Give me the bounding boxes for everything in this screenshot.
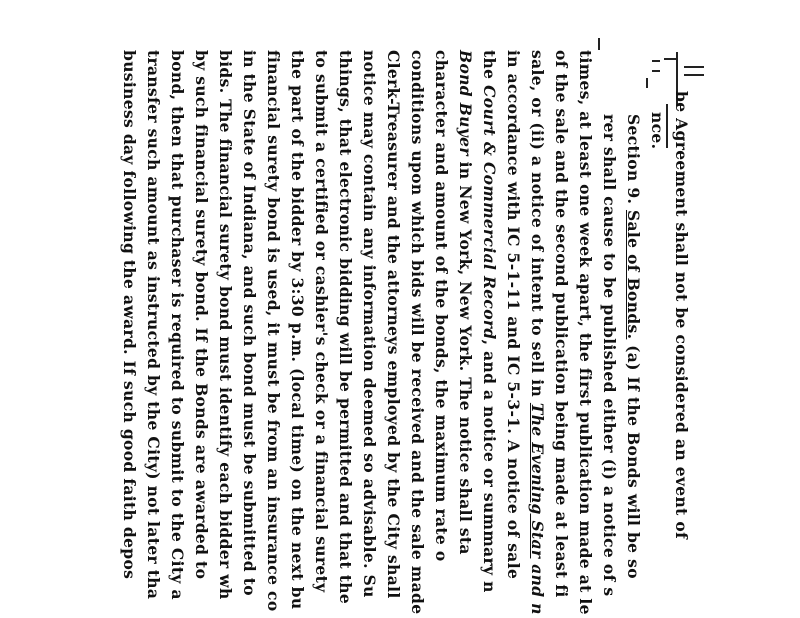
text-line: bids. The financial surety bond must identify each bidder wh (216, 50, 235, 600)
text-line: transfer such amount as instructed by the City) not later tha (144, 50, 163, 600)
publication-name: The Evening Star (528, 402, 547, 559)
text-line: to submit a certified or cashier's check or a financial surety (312, 50, 331, 593)
text-line: character and amount of the bonds, the maximum rate o (432, 50, 451, 562)
text-line: times, at least one week apart, the first publication made at le (576, 50, 595, 615)
section-title: Sale of Bonds. (624, 209, 643, 340)
text-line: sale, or (ii) a notice of intent to sell in The Evening Star and n (528, 50, 547, 615)
publication-name: Court & Commercial Record (480, 85, 499, 340)
text-line: bond, then that purchaser is required to submit to the City a (168, 50, 187, 600)
text-line: business day following the award. If such good faith depos (120, 50, 139, 580)
text-line: nce. (648, 112, 667, 150)
text-line: by such financial surety bond. If the Bonds are awarded to (192, 50, 211, 580)
text-line: of the sale and the second publication being made at least fi (552, 50, 571, 598)
section-heading-line: Section 9. Sale of Bonds. (a) If the Bonds will be so (624, 114, 643, 579)
rotated-text-block (120, 46, 693, 618)
text-line: in the State of Indiana, and such bond must be submitted to (240, 50, 259, 596)
text-line: the Court & Commercial Record, and a notice or summary n (480, 50, 499, 593)
publication-name: Bond Buyer (456, 50, 475, 156)
text-line: Clerk-Treasurer and the attorneys employed by the City shall (384, 50, 403, 599)
text-line: in accordance with IC 5-1-11 and IC 5-3-1. A notice of sale (504, 50, 523, 580)
text-line: things, that electronic bidding will be permitted and that the (336, 50, 355, 605)
text-line: be Agreement shall not be considered an event of (672, 91, 691, 540)
text-line: notice may contain any information deemed so advisable. Su (360, 50, 379, 598)
text-line: the part of the bidder by 3:30 p.m. (local time) on the next bu (288, 50, 307, 610)
text-line: conditions upon which bids will be received and the sale made (408, 50, 427, 615)
text-line: rer shall cause to be published either (i) a notice of s (600, 114, 619, 597)
text-line: financial surety bond is used, it must be from an insurance co (264, 50, 283, 612)
text-line: Bond Buyer in New York, New York. The notice shall sta (456, 50, 475, 555)
